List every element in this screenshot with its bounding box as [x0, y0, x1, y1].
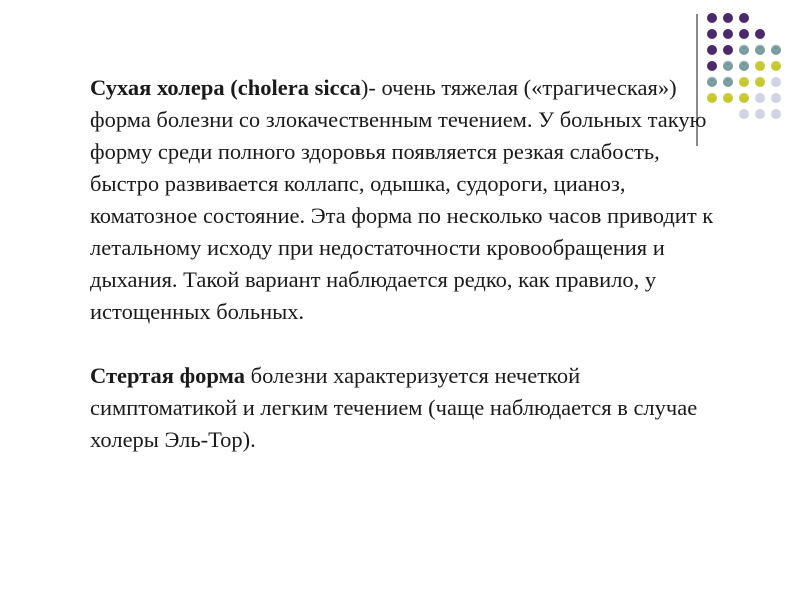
decorative-dot — [707, 13, 717, 23]
text-erased-form: болезни характеризуется нечеткой симптоматикой и легким течением (чаще наблюдается в случае холеры Эль-Тор). — [90, 363, 698, 452]
decorative-dot — [723, 29, 733, 39]
term-erased-form: Стертая форма — [90, 363, 245, 388]
decorative-dot — [755, 93, 765, 103]
decorative-dot — [771, 109, 781, 119]
decorative-dot — [755, 61, 765, 71]
decorative-dot — [755, 77, 765, 87]
decorative-dot — [755, 45, 765, 55]
decorative-dot — [739, 61, 749, 71]
term-dry-cholera: Сухая холера (cholera sicca — [90, 75, 361, 100]
decorative-dot — [771, 45, 781, 55]
term-dry-cholera-close: ) — [360, 75, 369, 100]
decorative-dot — [707, 61, 717, 71]
decorative-dot — [771, 77, 781, 87]
decorative-dot — [723, 45, 733, 55]
decorative-dot — [739, 13, 749, 23]
slide-body — [90, 72, 730, 456]
paragraph-dry-cholera — [90, 72, 730, 328]
decorative-dot — [739, 45, 749, 55]
decorative-dot — [771, 61, 781, 71]
decorative-dot — [739, 93, 749, 103]
decorative-dot — [739, 109, 749, 119]
decorative-dot — [723, 61, 733, 71]
decorative-dot — [755, 29, 765, 39]
decorative-dot — [771, 93, 781, 103]
decorative-dot — [739, 77, 749, 87]
decorative-dot — [707, 29, 717, 39]
decorative-dot — [739, 29, 749, 39]
decorative-dot — [723, 13, 733, 23]
decorative-dot — [755, 109, 765, 119]
paragraph-erased-form — [90, 360, 730, 456]
decorative-dot — [707, 45, 717, 55]
text-dry-cholera: - очень тяжелая («трагическая») форма болезни со злокачественным течением. У больных такую форму среди полного здоровья появляется резкая слабость, быстро развивается коллапс, одышка, судороги, цианоз, коматозное состояние. Эта форма по несколько часов приводит к летальному исходу при недостаточности кровообращения и дыхания. Такой вариант наблюдается редко, как правило, у истощенных больных. — [90, 75, 714, 324]
